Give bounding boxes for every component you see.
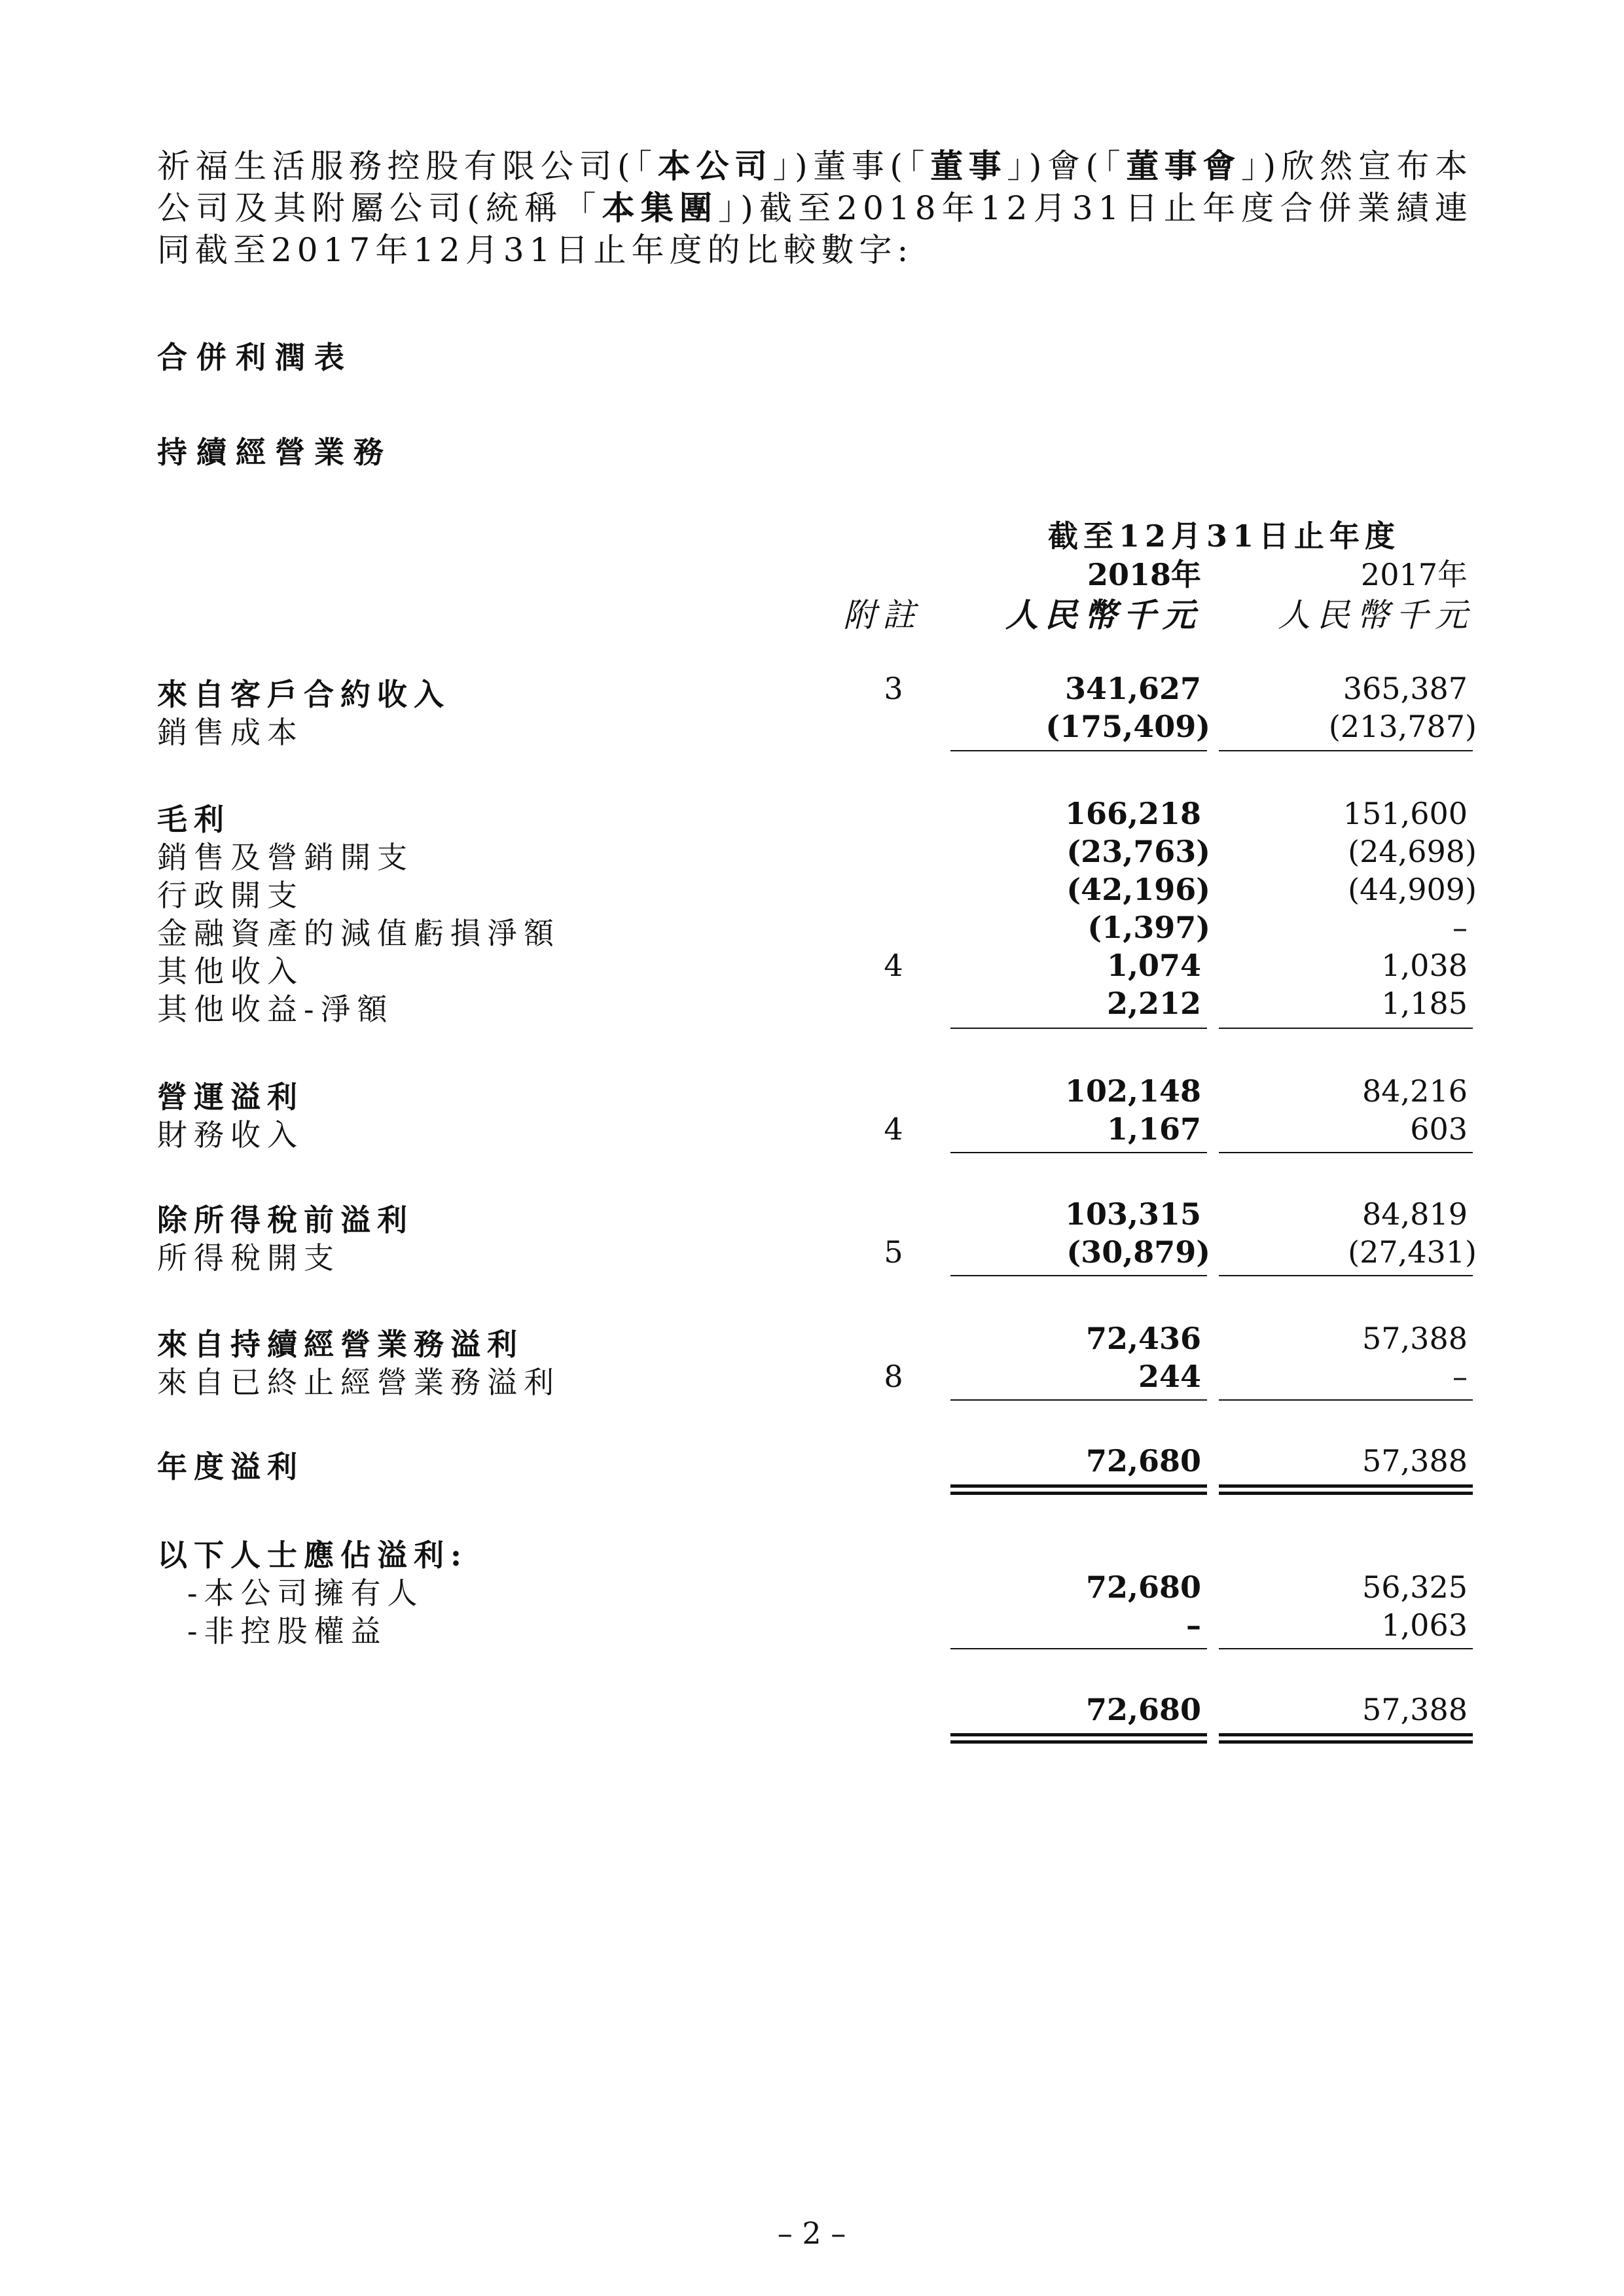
subtotal-rule-2017 (1219, 1028, 1473, 1029)
intro-text-4: 」)欣然宣布本公司及其附屬公司(統稱「 (157, 147, 1473, 227)
period-header: 截至12月31日止年度 (1047, 518, 1401, 554)
table-row (0, 1073, 1624, 1115)
value-2017: (27,431) (1348, 1234, 1477, 1270)
row-label: 年度溢利 (157, 1449, 304, 1484)
value-2018: 1,167 (1106, 1111, 1201, 1147)
table-row (0, 796, 1624, 837)
value-2017: – (1453, 1359, 1468, 1394)
table-row (0, 986, 1624, 1027)
value-2017: (213,787) (1328, 709, 1477, 744)
page-number: – 2 – (777, 2215, 846, 2251)
row-label: 營運溢利 (157, 1079, 304, 1115)
table-row (0, 1692, 1624, 1730)
row-note: 3 (884, 671, 903, 706)
row-label: -本公司擁有人 (187, 1575, 424, 1611)
value-2018: (1,397) (1087, 910, 1210, 945)
table-row (0, 1607, 1624, 1649)
subtotal-rule-2018 (950, 1152, 1207, 1153)
year-2018-header: 2018年 (1087, 557, 1201, 592)
table-row (0, 671, 1624, 712)
row-label: 以下人士應佔溢利: (157, 1537, 468, 1573)
value-2018: 102,148 (1064, 1073, 1201, 1109)
value-2018: (23,763) (1066, 834, 1210, 869)
note-column-header: 附註 (843, 596, 922, 634)
table-row (0, 1321, 1624, 1362)
row-label: 來自客戶合約收入 (157, 677, 450, 712)
year-2017-header: 2017年 (1360, 557, 1468, 592)
table-row (0, 1196, 1624, 1238)
table-row (0, 1570, 1624, 1611)
subtotal-rule-2018 (950, 750, 1207, 751)
table-row (0, 1532, 1624, 1573)
unit-2018-header: 人民幣千元 (1005, 596, 1202, 634)
table-row (0, 834, 1624, 875)
table-row (0, 948, 1624, 989)
row-label: 金融資產的減值虧損淨額 (157, 916, 560, 951)
table-row (0, 1443, 1624, 1484)
subtotal-rule-2017 (1219, 750, 1473, 751)
row-label: 財務收入 (157, 1117, 304, 1153)
value-2018: (42,196) (1066, 872, 1210, 907)
row-label: 其他收益-淨額 (157, 992, 394, 1027)
total-double-rule-2018 (950, 1484, 1207, 1495)
value-2017: 1,063 (1381, 1607, 1468, 1643)
row-label: 其他收入 (157, 954, 304, 989)
intro-paragraph (157, 145, 1473, 271)
statement-title: 合併利潤表 (157, 340, 353, 375)
value-2018: – (1186, 1607, 1201, 1643)
total-double-rule-2017 (1219, 1733, 1473, 1744)
intro-term-board: 董事會 (1126, 147, 1241, 185)
value-2018: 103,315 (1064, 1196, 1201, 1232)
value-2018: 72,436 (1085, 1321, 1201, 1356)
subtotal-rule-2018 (950, 1648, 1207, 1649)
subtotal-rule-2018 (950, 1275, 1207, 1276)
row-label: 來自持續經營業務溢利 (157, 1327, 524, 1362)
value-2018: 341,627 (1064, 671, 1201, 706)
value-2018: 244 (1138, 1359, 1201, 1394)
value-2018: 72,680 (1085, 1570, 1201, 1605)
row-note: 5 (884, 1234, 903, 1270)
table-row (0, 1359, 1624, 1400)
row-label: 來自已終止經營業務溢利 (157, 1365, 560, 1400)
value-2017: 57,388 (1362, 1443, 1468, 1479)
value-2017: 1,038 (1381, 948, 1468, 983)
row-label: 銷售成本 (157, 715, 304, 750)
row-label: 所得稅開支 (157, 1240, 340, 1276)
value-2018: 166,218 (1064, 796, 1201, 831)
value-2018: 72,680 (1085, 1443, 1201, 1479)
row-note: 4 (884, 1111, 903, 1147)
row-label: -非控股權益 (187, 1613, 388, 1649)
intro-text-1: 祈福生活服務控股有限公司(「 (157, 147, 658, 185)
row-note: 4 (884, 948, 903, 983)
row-label: 除所得稅前溢利 (157, 1202, 414, 1238)
intro-text-5: 」)截至2018年12月31日止年度合併業績連同截至2017年12月31日止年度的比較數字: (157, 189, 1473, 269)
value-2018: 1,074 (1106, 948, 1201, 983)
value-2017: 57,388 (1362, 1692, 1468, 1727)
intro-term-company: 本公司 (657, 147, 773, 185)
row-note: 8 (884, 1359, 903, 1394)
intro-term-directors: 董事 (930, 147, 1007, 185)
unit-2017-header: 人民幣千元 (1278, 596, 1474, 634)
value-2017: 151,600 (1343, 796, 1468, 831)
subtotal-rule-2018 (950, 1028, 1207, 1029)
value-2017: (44,909) (1348, 872, 1477, 907)
value-2018: 2,212 (1106, 986, 1201, 1021)
intro-term-group: 本集團 (602, 188, 719, 227)
row-label: 毛利 (157, 802, 230, 837)
subtotal-rule-2017 (1219, 1275, 1473, 1276)
table-row (0, 1234, 1624, 1276)
row-label: 行政開支 (157, 878, 304, 913)
value-2017: (24,698) (1348, 834, 1477, 869)
value-2018: (30,879) (1066, 1234, 1210, 1270)
value-2017: 603 (1410, 1111, 1468, 1147)
table-row (0, 872, 1624, 913)
value-2017: – (1453, 910, 1468, 945)
value-2018: (175,409) (1045, 709, 1210, 744)
subtotal-rule-2017 (1219, 1399, 1473, 1401)
table-row (0, 709, 1624, 750)
subtotal-rule-2018 (950, 1399, 1207, 1401)
section-title: 持續經營業務 (157, 435, 393, 470)
value-2017: 84,216 (1362, 1073, 1468, 1109)
table-row (0, 1111, 1624, 1153)
value-2017: 56,325 (1362, 1570, 1468, 1605)
value-2017: 84,819 (1362, 1196, 1468, 1232)
row-label: 銷售及營銷開支 (157, 840, 414, 875)
subtotal-rule-2017 (1219, 1152, 1473, 1153)
total-double-rule-2018 (950, 1733, 1207, 1744)
value-2018: 72,680 (1085, 1692, 1201, 1727)
table-row (0, 910, 1624, 951)
value-2017: 365,387 (1343, 671, 1468, 706)
total-double-rule-2017 (1219, 1484, 1473, 1495)
intro-text-2: 」)董事(「 (772, 147, 931, 185)
value-2017: 1,185 (1381, 986, 1468, 1021)
intro-text-3: 」)會(「 (1007, 147, 1127, 185)
subtotal-rule-2017 (1219, 1648, 1473, 1649)
value-2017: 57,388 (1362, 1321, 1468, 1356)
